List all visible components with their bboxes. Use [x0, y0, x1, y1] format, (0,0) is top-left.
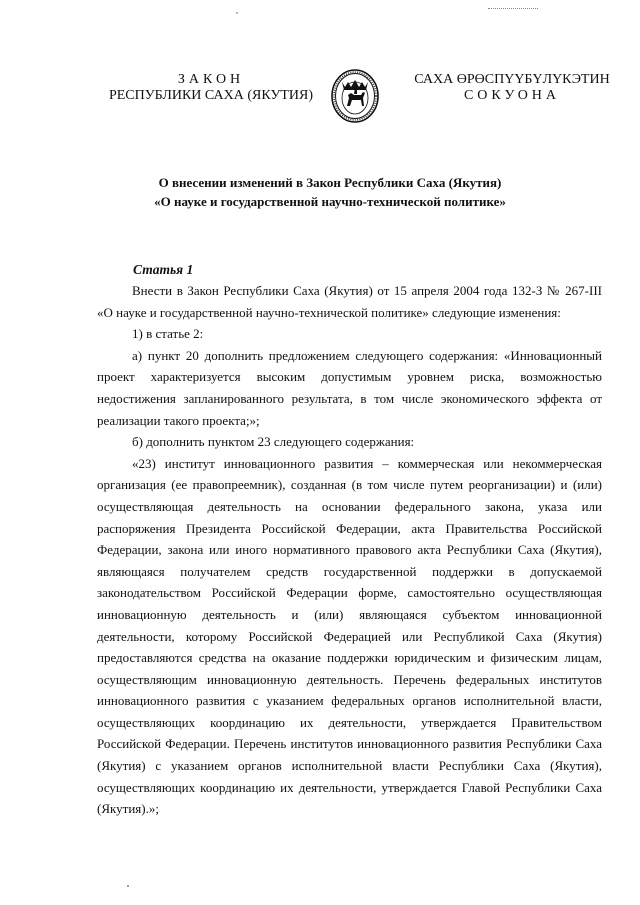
article-heading: Статья 1	[133, 262, 194, 277]
header-right-line1: САХА ӨРӨСПҮҮБҮЛҮКЭТИН	[414, 72, 610, 87]
header-left-line1: ЗАКОН	[177, 72, 245, 87]
header-right-line2: СОКУОНА	[463, 88, 561, 103]
paragraph: 1) в статье 2:	[132, 326, 204, 342]
paragraph: Внести в Закон Республики Саха (Якутия) от 15 апреля 2004 года 132-З № 267-III «О науке и государственной научно-технической политике» следующие изменения:	[97, 283, 602, 320]
document-title-line2: «О науке и государственной научно-технической политике»	[154, 194, 506, 209]
header-left	[108, 72, 314, 104]
scan-speck	[236, 12, 238, 14]
coat-of-arms-icon	[330, 68, 380, 124]
paragraph: б) дополнить пунктом 23 следующего содержания:	[132, 434, 415, 450]
scan-speck	[127, 885, 129, 887]
document-title-line1: О внесении изменений в Закон Республики Саха (Якутия)	[158, 175, 502, 190]
header-left-line2: РЕСПУБЛИКИ САХА (ЯКУТИЯ)	[108, 88, 314, 103]
paragraph: «23) институт инновационного развития – коммерческая или некоммерческая организация (ее правопреемник), созданная (в том числе путем реорганизации) и (или) осуществляющая деятельность на основании федерального закона, указа или распоряжения Президента Российской Федерации, акта Правительства Российской Федерации, закона или иного нормативного правового акта Республики Саха (Якутия), являющаяся получателем средств государственной поддержки в допускаемой законодательством Российской Федерации форме, самостоятельно осуществляющая инновационную деятельность и (или) являющаяся субъектом инновационной деятельности, которому Российской Федерацией или Республикой Саха (Якутия) предоставляются средства на оказание поддержки юридическим и физическим лицам, осуществляющим инновационную деятельность. Перечень федеральных институтов инновационного развития с указанием федеральных органов исполнительной власти, осуществляющих координацию их деятельности, утверждается Правительством Российской Федерации. Перечень институтов инновационного развития Республики Саха (Якутия) с указанием органов исполнительной власти Республики Саха (Якутия), осуществляющих координацию их деятельности, утверждается Главой Республики Саха (Якутия).»;	[97, 455, 602, 817]
paragraph: а) пункт 20 дополнить предложением следующего содержания: «Инновационный проект характеризуется высоким допустимым уровнем риска, возможностью недостижения запланированного результата, в том числе экономического эффекта от реализации такого проекта;»;	[97, 347, 602, 428]
header-right	[412, 72, 612, 104]
article-body	[97, 280, 602, 820]
scan-mark	[488, 8, 538, 9]
